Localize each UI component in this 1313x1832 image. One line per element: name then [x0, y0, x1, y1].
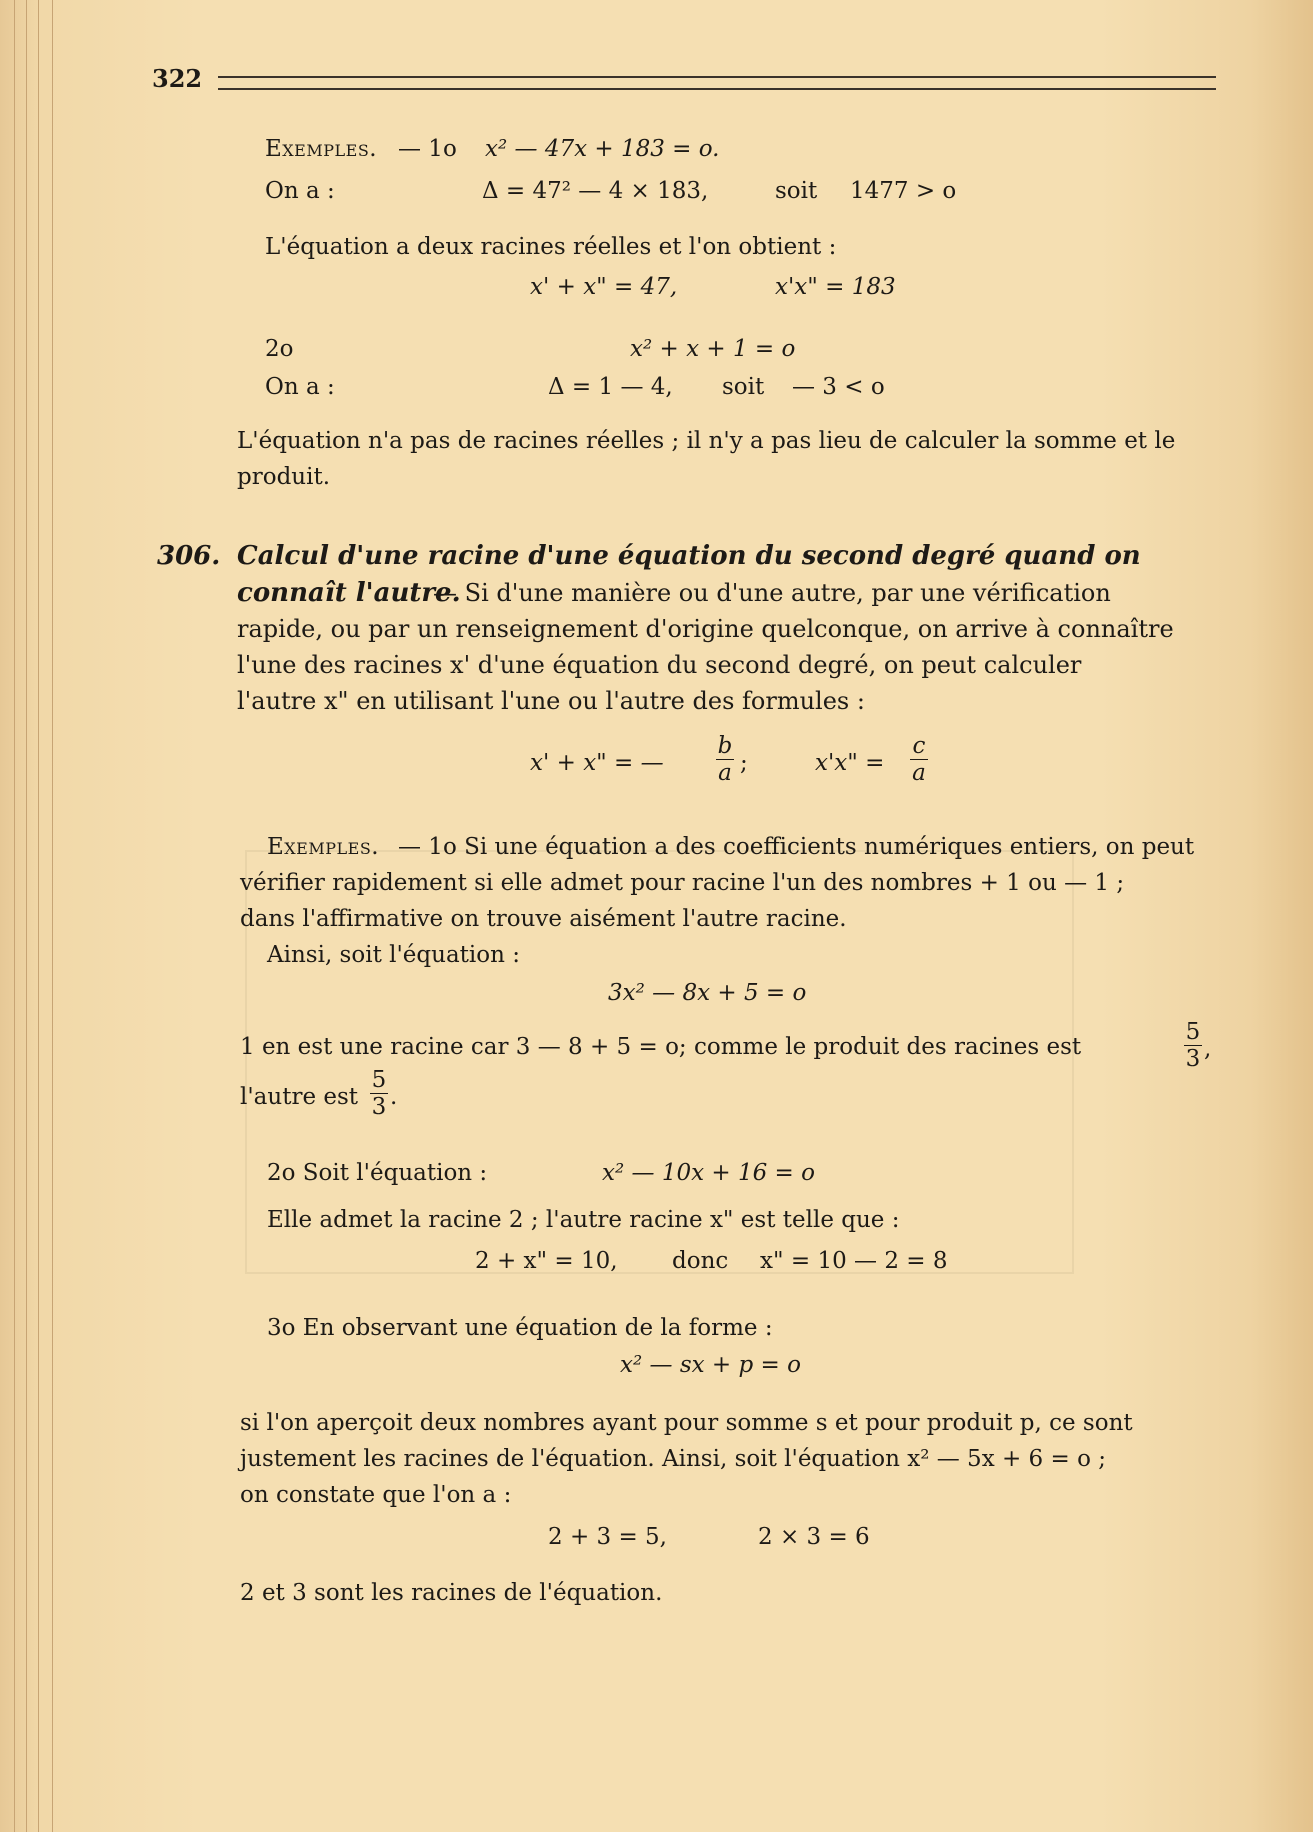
- soit-label: soit: [722, 374, 765, 400]
- binding-line: [26, 0, 27, 1832]
- section-title: Calcul d'une racine d'une équation du second degré quand on: [237, 541, 1141, 571]
- fraction-numerator: b: [717, 733, 733, 759]
- paragraph-line: Ainsi, soit l'équation :: [267, 942, 520, 968]
- example-label: 3o En observant une équation de la forme :: [267, 1315, 773, 1341]
- calculation-result: x" = 10 — 2 = 8: [760, 1248, 948, 1274]
- sum-relation: x' + x" = 47,: [530, 274, 678, 300]
- formula-product: x'x" =: [815, 750, 885, 776]
- discriminant: Δ = 1 — 4,: [548, 374, 673, 400]
- fraction-denominator: a: [912, 760, 926, 786]
- example-label: 2o Soit l'équation :: [267, 1160, 488, 1186]
- paragraph-line: dans l'affirmative on trouve aisément l'autre racine.: [240, 906, 847, 932]
- section-number: 306.: [157, 541, 221, 571]
- equation: x² — sx + p = o: [620, 1352, 801, 1378]
- soit-label: soit: [775, 178, 818, 204]
- product-result: 2 × 3 = 6: [758, 1524, 870, 1550]
- paragraph-line: 1 en est une racine car 3 — 8 + 5 = o; comme le produit des racines est: [240, 1034, 1082, 1060]
- paragraph-line: vérifier rapidement si elle admet pour racine l'un des nombres + 1 ou — 1 ;: [240, 870, 1125, 896]
- paragraph-line: l'une des racines x' d'une équation du second degré, on peut calculer: [237, 651, 1082, 679]
- example-label: — 1o: [398, 136, 457, 162]
- paragraph-line: L'équation n'a pas de racines réelles ; il n'y a pas lieu de calculer la somme et le: [237, 428, 1176, 454]
- section-title: connaît l'autre.: [237, 578, 461, 608]
- page-number: 322: [152, 64, 203, 93]
- examples-heading: Exemples.: [265, 136, 378, 162]
- discriminant-result: — 3 < o: [792, 374, 885, 400]
- equation: x² — 10x + 16 = o: [602, 1160, 815, 1186]
- equation: 3x² — 8x + 5 = o: [608, 980, 807, 1006]
- fraction-denominator: 3: [371, 1094, 387, 1120]
- fraction-five-thirds: [1184, 1020, 1202, 1071]
- on-a-label: On a :: [265, 178, 335, 204]
- discriminant: Δ = 47² — 4 × 183,: [482, 178, 709, 204]
- formula-separator: ;: [740, 750, 748, 776]
- punctuation: ,: [1204, 1036, 1212, 1062]
- paragraph-line: L'équation a deux racines réelles et l'on obtient :: [265, 234, 837, 260]
- on-a-label: On a :: [265, 374, 335, 400]
- formula-sum: x' + x" = —: [530, 750, 664, 776]
- fraction-numerator: 5: [371, 1067, 387, 1093]
- paragraph-line: on constate que l'on a :: [240, 1482, 512, 1508]
- calculation: 2 + x" = 10,: [475, 1248, 618, 1274]
- equation: x² — 47x + 183 = o.: [485, 136, 720, 162]
- paragraph-line: 2 et 3 sont les racines de l'équation.: [240, 1580, 663, 1606]
- fraction-numerator: c: [910, 734, 928, 760]
- fraction-five-thirds: [370, 1068, 388, 1119]
- fraction-b-over-a: [716, 734, 734, 785]
- sum-result: 2 + 3 = 5,: [548, 1524, 667, 1550]
- paragraph-line: rapide, ou par un renseignement d'origine quelconque, on arrive à connaître: [237, 615, 1174, 643]
- product-relation: x'x" = 183: [775, 274, 896, 300]
- donc-label: donc: [672, 1248, 729, 1274]
- paragraph-line: — Si d'une manière ou d'une autre, par une vérification: [433, 579, 1111, 607]
- binding-line: [14, 0, 15, 1832]
- paragraph-line: justement les racines de l'équation. Ainsi, soit l'équation x² — 5x + 6 = o ;: [240, 1446, 1106, 1472]
- paragraph-line: — 1o Si une équation a des coefficients numériques entiers, on peut: [398, 834, 1195, 860]
- paragraph-line: produit.: [237, 464, 331, 490]
- punctuation: .: [390, 1084, 398, 1110]
- fraction-denominator: 3: [1185, 1046, 1201, 1072]
- discriminant-result: 1477 > o: [850, 178, 957, 204]
- example-label: 2o: [265, 336, 294, 362]
- header-rule: [218, 76, 1216, 90]
- fraction-numerator: 5: [1185, 1019, 1201, 1045]
- fraction-c-over-a: [910, 734, 928, 785]
- paragraph-line: l'autre x" en utilisant l'une ou l'autre des formules :: [237, 687, 865, 715]
- paragraph-line: si l'on aperçoit deux nombres ayant pour somme s et pour produit p, ce sont: [240, 1410, 1133, 1436]
- fraction-denominator: a: [718, 760, 732, 786]
- examples-heading: Exemples.: [267, 834, 380, 860]
- binding-line: [52, 0, 53, 1832]
- equation: x² + x + 1 = o: [630, 336, 796, 362]
- paragraph-line: Elle admet la racine 2 ; l'autre racine x" est telle que :: [267, 1207, 900, 1233]
- binding-line: [38, 0, 39, 1832]
- paragraph-line: l'autre est: [240, 1084, 359, 1110]
